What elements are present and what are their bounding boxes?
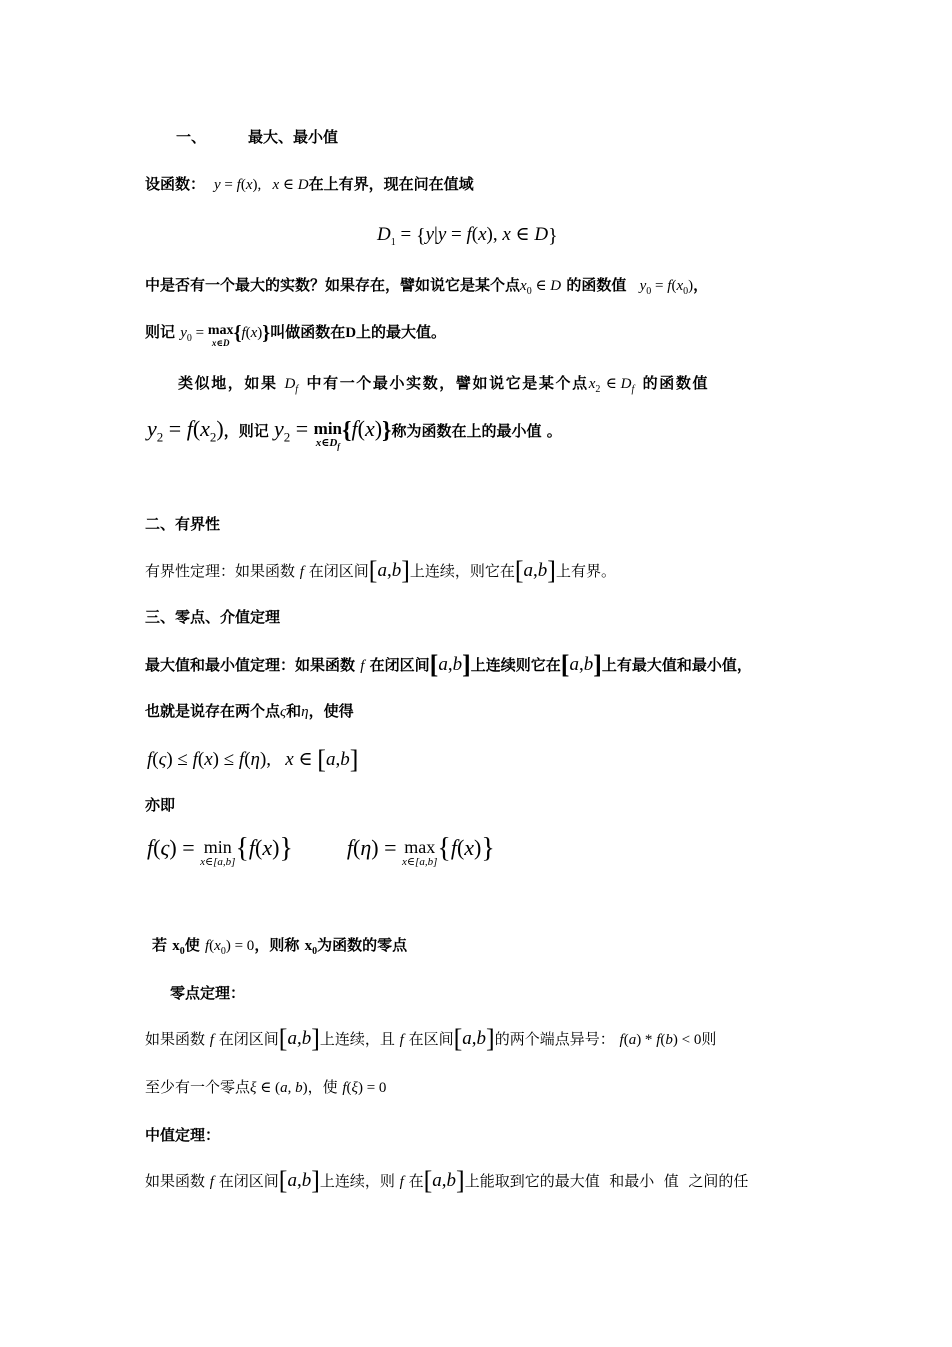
formula-min-max: f(ς) = min x∈[a,b] {f(x)} f(η) = max x∈[a,b] {f(x)} (147, 833, 495, 868)
max-definition-line: 则记 $y_0$ = max x∈D {f(x)}叫做函数在D上的最大值。 (145, 322, 447, 348)
section1-title: 最大、最小值 (248, 128, 339, 146)
ivt-text-c: 上连续，则 (319, 1172, 395, 1190)
max-on-set-text: 上的最大值。 (356, 323, 447, 341)
x0-subscript-2: 0 (312, 946, 318, 957)
zero-theorem-line1: 如果函数 f 在闭区间[a,b]上连续，且 f 在区间[a,b]的两个端点异号： f(a) * f(b) < 0则 (145, 1024, 717, 1053)
min-function-value-text: 的函数值 (642, 374, 710, 392)
zt2-text-b: ，使 (307, 1078, 338, 1096)
boundedness-text-d: 上有界。 (555, 562, 616, 580)
makes-text: 使 (184, 936, 200, 954)
zt-text-e: 的两个端点异号： (494, 1030, 615, 1048)
zero-theorem-title: 零点定理： (170, 984, 246, 1002)
zt-text-f: 则 (701, 1030, 717, 1048)
mean-value-theorem-title: 中值定理： (145, 1126, 221, 1144)
zero-theorem-line2: 至少有一个零点ξ ∈ (a, b)，使 f(ξ) = 0 (145, 1078, 387, 1096)
ivt-text-b: 在闭区间 (218, 1172, 279, 1190)
section2-title: 二、有界性 (145, 515, 221, 533)
called-max-text: 叫做函数在 (270, 323, 346, 341)
ivt-text-a: 如果函数 (145, 1172, 206, 1190)
zt-text-c: 上连续，且 (319, 1030, 395, 1048)
formula-inequality: f(ς) ≤ f(x) ≤ f(η), x ∈ [a,b] (147, 745, 359, 774)
two-points-text: 也就是说存在两个点 (145, 702, 281, 720)
formula-range-set: $D_1 = \{y|y = f(x)$, x ∈ D} (377, 224, 558, 248)
zt-text-d: 在区间 (408, 1030, 454, 1048)
boundedness-theorem-line: 有界性定理：如果函数 f 在闭区间[a,b]上连续，则它在[a,b]上有界。 (145, 556, 616, 585)
zt-text-b: 在闭区间 (218, 1030, 279, 1048)
denote-text: 则记 (145, 323, 176, 341)
intro-text: 设函数： (145, 175, 206, 193)
zt-text-a: 如果函数 (145, 1030, 206, 1048)
comma: ， (693, 276, 709, 294)
two-points-line: 也就是说存在两个点ς和η，使得 (145, 702, 354, 720)
evt-text-d: 上有最大值和最小值， (601, 656, 752, 674)
evt-text-b: 在闭区间 (369, 656, 430, 674)
min-denote-text: ，则记 (223, 422, 269, 440)
similarly-min-line: 类似地，如果 $D_f$ 中有一个最小实数，譬如说它是某个点$x_2$ ∈ $D_f$ 的函数值 (178, 374, 710, 395)
that-is-label: 亦即 (145, 796, 176, 814)
ivt-text-d: 在 (408, 1172, 424, 1190)
max-question-line: 中是否有一个最大的实数？如果存在，譬如说它是某个点$x_0$ ∈ D 的函数值 $y_0 = f(x_0)$， (145, 276, 709, 297)
intermediate-value-line: 如果函数 f 在闭区间[a,b]上连续，则 f 在[a,b]上能取到它的最大值 和最小 值 之间的任 (145, 1166, 749, 1195)
min-exists-text: 中有一个最小实数，譬如说它是某个点 (306, 374, 589, 392)
section3-title: 三、零点、介值定理 (145, 608, 281, 626)
boundedness-text-b: 在闭区间 (308, 562, 369, 580)
such-that-text: ，使得 (308, 702, 354, 720)
zero-definition-line: 若 $x_0$使 $f(x_0) = 0$，则称 $x_0$为函数的零点 (152, 936, 408, 957)
x0-symbol-2: x (304, 938, 313, 954)
max-question-text: 中是否有一个最大的实数？如果存在，譬如说它是某个点 (145, 276, 521, 294)
x0-symbol: x (172, 938, 180, 954)
zt2-text-a: 至少有一个零点 (145, 1078, 251, 1096)
intro-mid-text: 在上有界，现在问在值域 (308, 175, 474, 193)
boundedness-text-c: 上连续，则它在 (409, 562, 515, 580)
function-value-text: 的函数值 (566, 276, 627, 294)
similarly-text: 类似地，如果 (178, 374, 278, 392)
called-min-text: 称为函数在上的最小值 (391, 422, 542, 440)
set-d-letter: D (345, 325, 357, 341)
period: 。 (546, 422, 562, 440)
evt-text-a: 最大值和最小值定理：如果函数 (145, 656, 356, 674)
x0-subscript: 0 (179, 946, 185, 957)
boundedness-text-a: 有界性定理：如果函数 (145, 562, 296, 580)
zero-of-function-text: 为函数的零点 (317, 936, 408, 954)
extreme-value-theorem-line: 最大值和最小值定理：如果函数 f 在闭区间[a,b]上连续则它在[a,b]上有最大值和最小值， (145, 650, 752, 679)
section1-number: 一、 (176, 128, 207, 146)
section1-heading (176, 126, 338, 148)
min-definition-line: $y_2 = f(x_2)$，则记 $y_2$ = min $x\in D_f$ {f(x)}称为函数在上的最小值 。 (147, 416, 562, 452)
function-definition-line: 设函数： y = f(x), x ∈ D在上有界，现在问在值域 (145, 175, 474, 193)
formula-y-fx: y (210, 177, 221, 193)
evt-text-c: 上连续则它在 (470, 656, 561, 674)
and-text: 和 (286, 702, 302, 720)
if-text: 若 (152, 936, 168, 954)
ivt-text-e: 上能取到它的最大值 和最小 值 之间的任 (464, 1172, 749, 1190)
then-called-text: ，则称 (254, 936, 300, 954)
